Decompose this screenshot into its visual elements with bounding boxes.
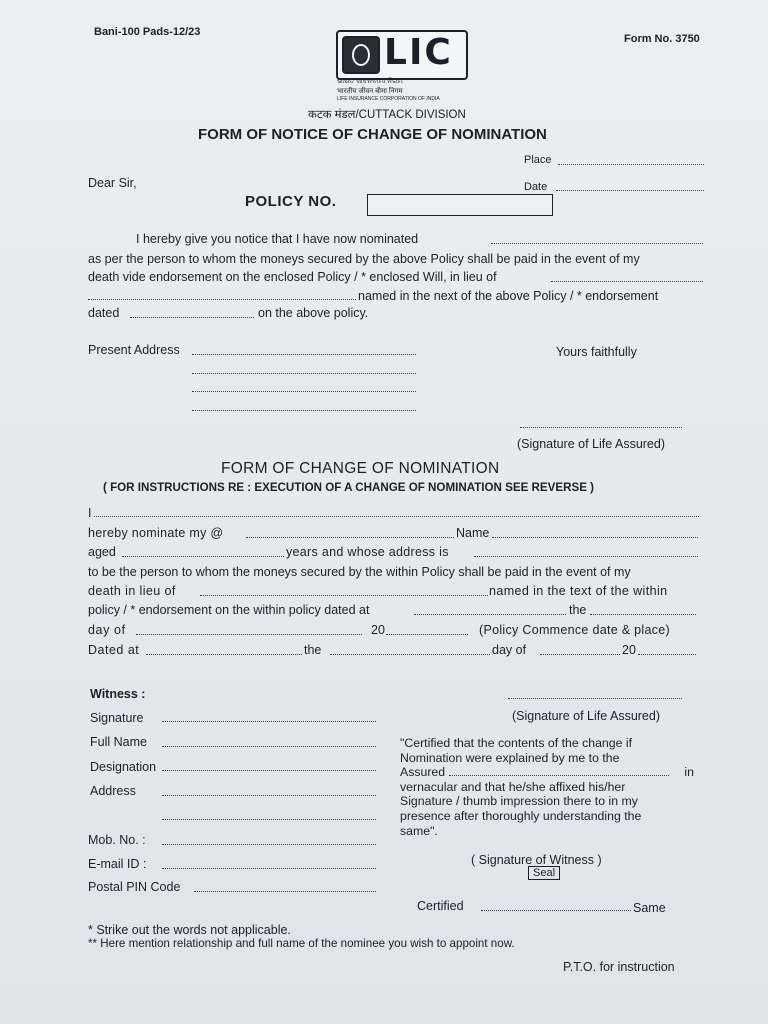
cert-line-7: same".	[400, 823, 438, 838]
full-name-label: Full Name	[90, 735, 147, 749]
present-address-label: Present Address	[88, 343, 180, 357]
policyholder-name-line[interactable]	[94, 516, 699, 517]
life-assured-sign-line-2[interactable]	[508, 698, 682, 699]
cert-assured-line[interactable]	[449, 765, 669, 776]
form-number: Form No. 3750	[624, 33, 700, 45]
change-line-4: to be the person to whom the moneys secured by the within Policy shall be paid in the event of my	[88, 565, 631, 579]
day-of-line-2[interactable]	[540, 654, 620, 655]
witness-address-line-2[interactable]	[162, 819, 376, 820]
nominate-label: hereby nominate my @	[88, 526, 224, 540]
certification-text	[400, 736, 694, 838]
dated-at-line[interactable]	[414, 614, 566, 615]
name-label: Name	[456, 526, 490, 540]
notice-line-1: I hereby give you notice that I have now nominated	[136, 232, 419, 246]
form-title: FORM OF NOTICE OF CHANGE OF NOMINATION	[198, 126, 547, 143]
lic-emblem-icon	[342, 36, 380, 74]
footnote-strike-out: * Strike out the words not applicable.	[88, 923, 291, 937]
life-assured-signature-line[interactable]	[520, 427, 682, 428]
place-label: Place	[524, 154, 552, 166]
email-label: E-mail ID :	[88, 857, 147, 871]
postal-pin-line[interactable]	[194, 891, 376, 892]
in-lieu-line[interactable]	[551, 281, 703, 282]
yours-faithfully: Yours faithfully	[556, 345, 637, 359]
notice-line-2: as per the person to whom the moneys secured by the above Policy shall be paid in the event of my	[88, 252, 640, 266]
year-line-2[interactable]	[638, 654, 696, 655]
cert-line-5: Signature / thumb impression there to in my	[400, 794, 638, 809]
age-line[interactable]	[122, 556, 284, 557]
cert-line-6: presence after thoroughly understanding the	[400, 808, 642, 823]
the-date-line[interactable]	[330, 654, 490, 655]
witness-address-line-1[interactable]	[162, 795, 376, 796]
day-of-label: day of	[88, 623, 126, 637]
year-20-label: 20	[371, 623, 385, 637]
day-of-label-2: day of	[492, 643, 527, 657]
notice-line-5: on the above policy.	[258, 306, 369, 320]
date-label: Date	[524, 181, 548, 193]
witness-title: Witness :	[90, 687, 146, 701]
aged-label: aged	[88, 545, 116, 559]
dated-label: dated	[88, 306, 120, 320]
policy-commence-label: (Policy Commence date & place)	[479, 623, 671, 637]
seal-label: Seal	[528, 866, 560, 880]
place-line[interactable]	[558, 164, 704, 165]
witness-signature-line[interactable]	[162, 721, 376, 722]
signature-life-assured-label-2: (Signature of Life Assured)	[512, 709, 660, 723]
logo-text: LIC	[384, 32, 453, 73]
year-line[interactable]	[386, 634, 468, 635]
certified-line[interactable]	[481, 910, 631, 911]
mobile-line[interactable]	[162, 844, 376, 845]
logo-subtitle-odia: ଭାରତ ଜୀବନବୀମା ନିଗମ	[337, 78, 403, 85]
nominee-line[interactable]	[491, 243, 703, 244]
seal-box	[528, 867, 560, 879]
mobile-label: Mob. No. :	[88, 833, 146, 847]
designation-label: Designation	[90, 760, 157, 774]
notice-line-4: named in the next of the above Policy / * endorsement	[358, 289, 659, 303]
relationship-line[interactable]	[246, 537, 454, 538]
postal-pin-label: Postal PIN Code	[88, 880, 181, 894]
cert-line-3	[400, 765, 694, 780]
logo-subtitle-english: LIFE INSURANCE CORPORATION OF INDIA	[337, 96, 440, 102]
cert-assured-label: Assured	[400, 765, 446, 780]
the-label: the	[569, 603, 587, 617]
day-of-line[interactable]	[136, 634, 362, 635]
cert-line-2: Nomination were explained by me to the	[400, 750, 620, 765]
witness-address-label: Address	[90, 784, 136, 798]
change-form-subtitle: ( FOR INSTRUCTIONS RE : EXECUTION OF A CHANGE OF NOMINATION SEE REVERSE )	[103, 481, 595, 494]
footnote-relationship: ** Here mention relationship and full name of the nominee you wish to appoint now.	[88, 937, 515, 950]
nominee-address-line[interactable]	[474, 556, 698, 557]
signature-life-assured-label: (Signature of Life Assured)	[517, 437, 665, 451]
signature-witness-label: ( Signature of Witness )	[471, 853, 602, 867]
designation-line[interactable]	[162, 770, 376, 771]
the-label-2: the	[304, 643, 322, 657]
same-label: Same	[633, 901, 666, 915]
pto-note: P.T.O. for instruction	[563, 960, 675, 974]
nominee-name-line[interactable]	[492, 537, 698, 538]
cert-line-1: "Certified that the contents of the change if	[400, 736, 633, 750]
year-20-label-2: 20	[622, 643, 636, 657]
address-line-1[interactable]	[192, 354, 416, 355]
dated-line[interactable]	[130, 317, 254, 318]
address-line-3[interactable]	[192, 391, 416, 392]
notice-line-3: death vide endorsement on the enclosed Policy / * enclosed Will, in lieu of	[88, 270, 497, 284]
dated-at-label: Dated at	[88, 643, 140, 657]
address-line-4[interactable]	[192, 410, 416, 411]
lic-logo	[336, 30, 468, 80]
change-line-1: I	[88, 506, 92, 520]
death-in-lieu-label: death in lieu of	[88, 584, 176, 598]
address-label-inline: years and whose address is	[286, 545, 449, 559]
change-form-title: FORM OF CHANGE OF NOMINATION	[221, 460, 500, 477]
policy-number-field[interactable]	[367, 194, 553, 216]
full-name-line[interactable]	[162, 746, 376, 747]
salutation: Dear Sir,	[88, 176, 137, 190]
named-in-text-label: named in the text of the within	[489, 584, 668, 598]
pad-code: Bani-100 Pads-12/23	[94, 26, 201, 38]
certified-label: Certified	[417, 899, 464, 913]
the-line[interactable]	[590, 614, 696, 615]
address-line-2[interactable]	[192, 373, 416, 374]
previous-nominee-line[interactable]	[88, 299, 356, 300]
witness-signature-label: Signature	[90, 711, 144, 725]
policy-no-label: POLICY NO.	[245, 193, 337, 210]
email-line[interactable]	[162, 868, 376, 869]
cert-line-4: vernacular and that he/she affixed his/her	[400, 779, 626, 794]
logo-subtitle-hindi: भारतीय जीवन बीमा निगम	[337, 88, 403, 95]
division-label: कटक मंडल/CUTTACK DIVISION	[308, 109, 466, 121]
date-line[interactable]	[556, 190, 704, 191]
dated-at-place-line[interactable]	[146, 654, 302, 655]
endorsement-label: policy / * endorsement on the within policy dated at	[88, 603, 370, 617]
cert-in-label: in	[684, 765, 694, 780]
in-lieu-of-line[interactable]	[200, 595, 488, 596]
